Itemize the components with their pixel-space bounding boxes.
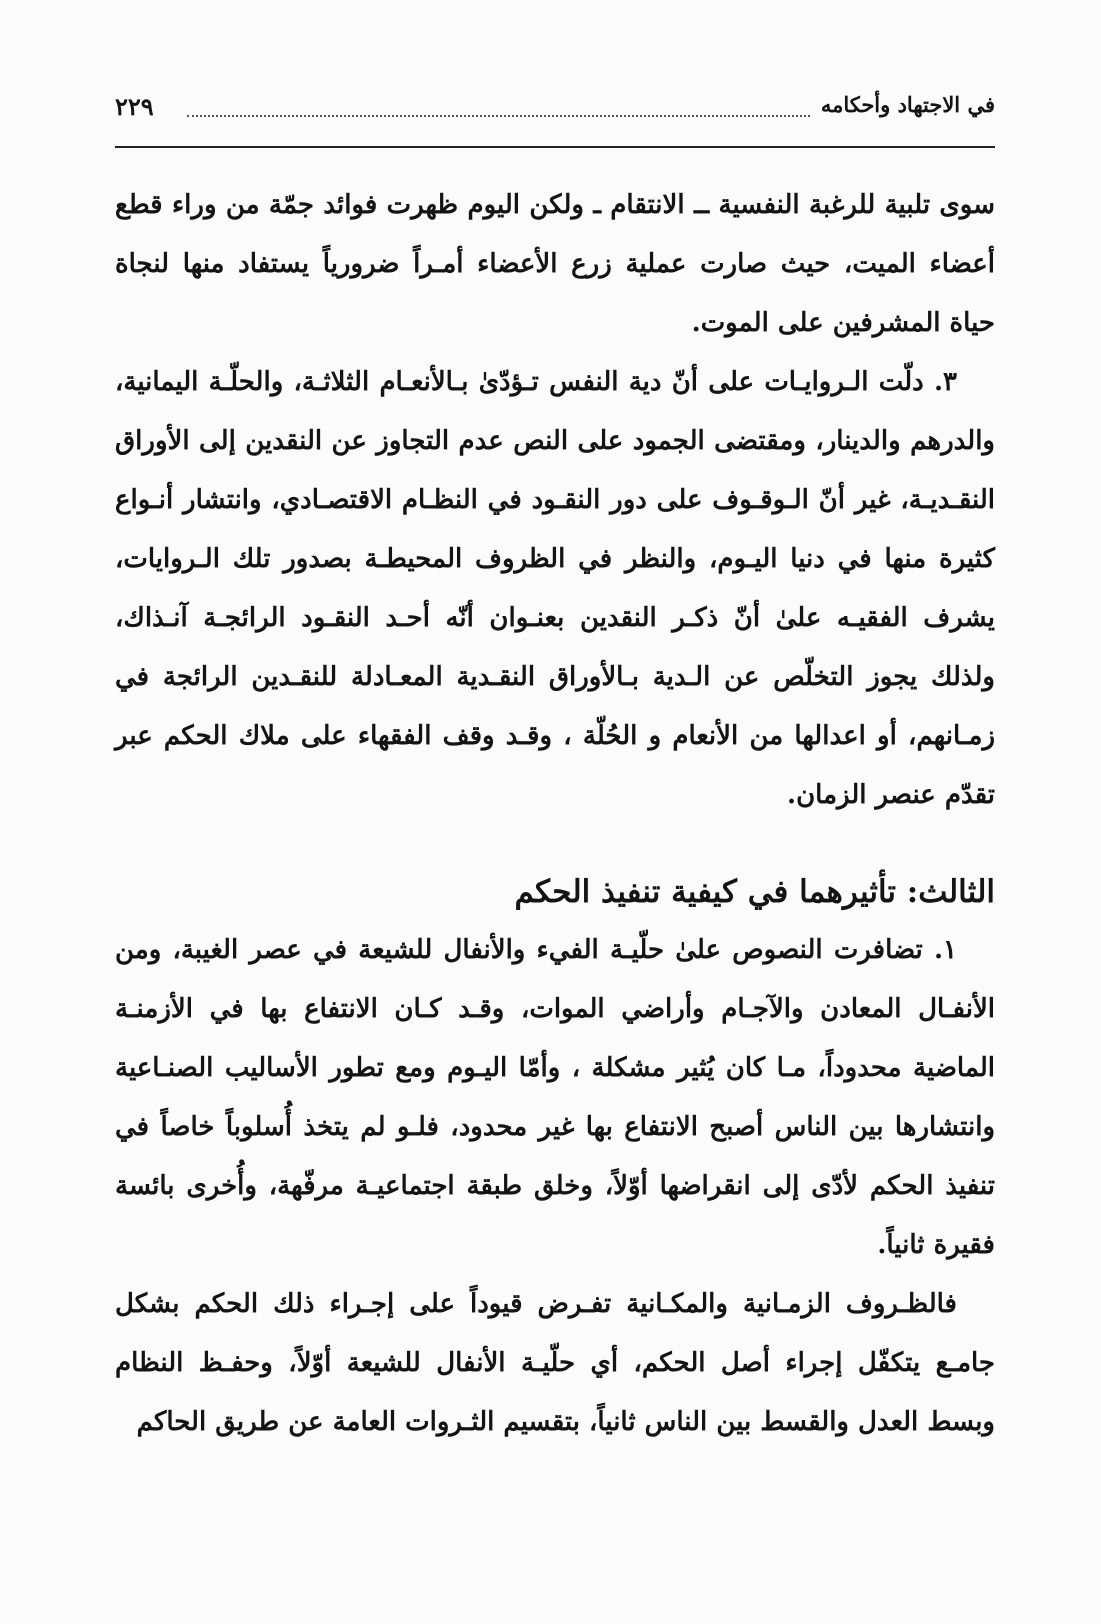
paragraph-1: سوى تلبية للرغبة النفسية ــ الانتقام ـ ولكن اليوم ظهرت فوائد جمّة من وراء قطع أعضاء الميت، حيث صارت عملية زرع الأعضاء أمـراً ضرورياً يستفاد منها لنجاة حياة المشرفين على الموت. [115, 190, 995, 338]
paragraph-2: ٣. دلّت الـروايـات على أنّ دية النفس تـؤدّىٰ بـالأنعـام الثلاثـة، والحلّـة اليمانية، والدرهم والدينار، ومقتضى الجمود على النص عدم التجاوز عن النقدين إلى الأوراق النقـديـة، غير أنّ الـوقـوف على دور النقـود في النظـام الاقتصـادي، وانتشار أنـواع كثيرة منها في دنيا اليـوم، والنظر في الظروف المحيطـة بصدور تلك الـروايات، يشرف الفقيـه علىٰ أنّ ذكـر النقدين بعنـوان أنّه أحـد النقـود الرائجـة آنـذاك، ولذلك يجوز التخلّص عن الـدية بـالأوراق النقـدية المعـادلة للنقـدين الرائجة في زمـانهم، أو اعدالها من الأنعام و الحُلّة ، وقـد وقف الفقهاء على ملاك الحكم عبر تقدّم عنصر الزمان. [115, 367, 995, 810]
page-number: ٢٢٩ [115, 92, 154, 121]
page-header [115, 92, 995, 132]
running-title: في الاجتهاد وأحكامه [820, 92, 995, 117]
header-rule [115, 146, 995, 148]
body-text [115, 176, 995, 1452]
section-heading: الثالث: تأثيرهما في كيفية تنفيذ الحكم [514, 874, 995, 910]
dotted-leader [187, 115, 810, 117]
paragraph-3: ١. تضافرت النصوص علىٰ حلّيـة الفيء والأنفال للشيعة في عصر الغيبة، ومن الأنفـال المعادن والآجـام وأراضي الموات، وقـد كـان الانتفاع بها في الأزمنـة الماضية محدوداً، مـا كان يُثير مشكلة ، وأمّا اليـوم ومع تطور الأساليب الصنـاعية وانتشارها بين الناس أصبح الانتفاع بها غير محدود، فلـو لم يتخذ أُسلوباً خاصاً في تنفيذ الحكم لأدّى إلى انقراضها أوّلاً، وخلق طبقة اجتماعيـة مرفّهة، وأُخرى بائسة فقيرة ثانياً. [115, 935, 995, 1260]
paragraph-4: فالظـروف الزمـانية والمكـانية تفـرض قيوداً على إجـراء ذلك الحكم بشكل جامـع يتكفّل إجراء أصل الحكم، أي حلّيـة الأنفال للشيعة أوّلاً، وحفـظ النظام وبسط العدل والقسط بين الناس ثانياً، بتقسيم الثـروات العامة عن طريق الحاكم [115, 1289, 995, 1437]
